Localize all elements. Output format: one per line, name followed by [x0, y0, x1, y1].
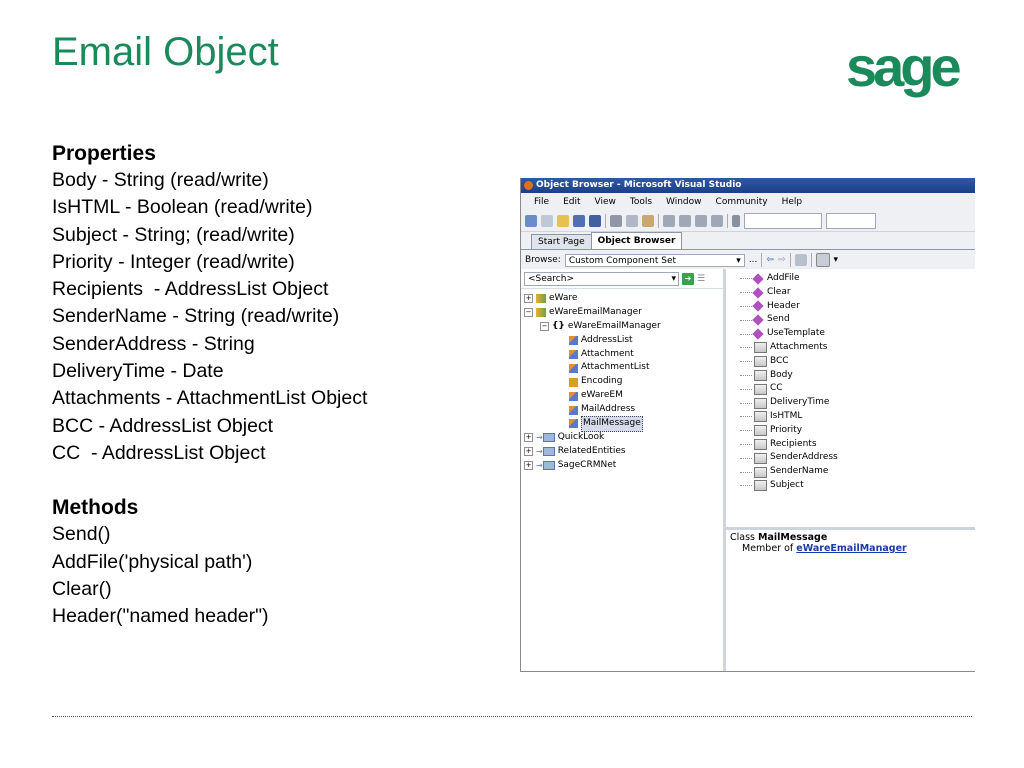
tree-label: RelatedEntities [557, 445, 626, 456]
menu-community[interactable]: Community [715, 197, 768, 207]
member-property[interactable] [726, 369, 975, 383]
property-icon [754, 342, 767, 353]
property-icon [754, 411, 767, 422]
member-label: SenderName [770, 466, 829, 477]
member-label: CC [770, 383, 783, 394]
open-file-icon[interactable] [557, 215, 569, 227]
sage-logo [846, 40, 972, 108]
browse-select[interactable] [565, 254, 745, 267]
search-placeholder: <Search> [528, 273, 575, 284]
member-property[interactable] [726, 438, 975, 452]
member-label: Body [770, 369, 793, 380]
standard-toolbar [521, 211, 975, 232]
tree-item-class[interactable] [521, 334, 723, 348]
tree-item-class[interactable] [521, 361, 723, 375]
class-icon [569, 336, 578, 345]
collapse-minus-icon[interactable]: − [525, 308, 532, 317]
method-icon [752, 287, 763, 298]
object-tree [521, 289, 723, 473]
member-property[interactable] [726, 451, 975, 465]
tree-label: MailAddress [581, 404, 636, 415]
property-icon [754, 467, 767, 478]
member-property[interactable] [726, 355, 975, 369]
start-icon[interactable] [732, 215, 740, 227]
member-property[interactable] [726, 396, 975, 410]
property-icon [754, 384, 767, 395]
browse-value: Custom Component Set [568, 255, 677, 266]
expand-plus-icon[interactable]: + [525, 433, 532, 442]
search-row [521, 269, 723, 289]
description-pane [726, 530, 975, 671]
tree-label: eWare [549, 293, 578, 303]
member-label: Attachments [770, 341, 828, 352]
browse-label: Browse: [525, 255, 561, 265]
new-project-icon[interactable] [525, 215, 537, 227]
object-browser-window [520, 178, 975, 672]
tree-label: eWareEM [581, 390, 623, 401]
tree-label: SageCRMNet [557, 459, 617, 470]
menu-bar [521, 193, 975, 211]
tree-item-folder[interactable] [521, 431, 723, 445]
property-line: Recipients - AddressList Object [52, 278, 329, 301]
menu-view[interactable]: View [594, 197, 616, 207]
property-icon [754, 370, 767, 381]
menu-tools[interactable]: Tools [629, 197, 653, 207]
member-label: SenderAddress [770, 452, 838, 463]
navigate-forward-icon[interactable] [711, 215, 723, 227]
member-property[interactable] [726, 424, 975, 438]
search-input[interactable] [524, 272, 679, 286]
tree-item-eware[interactable] [521, 292, 723, 306]
property-line: IsHTML - Boolean (read/write) [52, 196, 313, 219]
member-label: AddFile [767, 273, 800, 283]
window-titlebar [521, 178, 975, 193]
tree-item-class-selected[interactable] [521, 417, 723, 431]
solution-config-combo[interactable] [744, 213, 822, 229]
class-icon [569, 350, 578, 359]
member-property[interactable] [726, 410, 975, 424]
method-line: AddFile('physical path') [52, 550, 253, 573]
member-method[interactable] [726, 286, 975, 300]
search-go-icon[interactable]: ➔ [682, 273, 694, 285]
class-icon [569, 406, 578, 415]
tree-label: AttachmentList [581, 362, 650, 373]
tree-label: Attachment [581, 348, 634, 359]
method-icon [752, 328, 763, 339]
member-property[interactable] [726, 382, 975, 396]
property-line: SenderName - String (read/write) [52, 305, 340, 328]
cut-icon[interactable] [610, 215, 622, 227]
member-method[interactable] [726, 313, 975, 327]
method-icon [752, 273, 763, 284]
settings-dropdown-icon[interactable]: ▾ [833, 255, 839, 265]
property-icon [754, 439, 767, 450]
tree-item-class[interactable] [521, 403, 723, 417]
property-icon [754, 425, 767, 436]
property-line: Attachments - AttachmentList Object [52, 387, 368, 410]
undo-icon[interactable] [663, 215, 675, 227]
member-label: DeliveryTime [770, 397, 830, 408]
property-line: Subject - String; (read/write) [52, 223, 295, 246]
property-line: BCC - AddressList Object [52, 414, 274, 437]
objects-pane [521, 269, 726, 671]
methods-heading: Methods [52, 496, 139, 520]
member-label: Clear [767, 286, 791, 297]
assembly-icon [536, 308, 546, 317]
add-reference-icon[interactable] [795, 254, 807, 266]
menu-edit[interactable]: Edit [563, 197, 581, 207]
tree-item-namespace[interactable] [521, 320, 723, 334]
member-label: Priority [770, 424, 803, 435]
properties-heading: Properties [52, 142, 156, 165]
back-arrow-icon[interactable]: ⇦ [766, 255, 774, 265]
member-property[interactable] [726, 341, 975, 355]
class-description-line [730, 532, 971, 543]
save-icon[interactable] [573, 215, 585, 227]
member-label: UseTemplate [767, 328, 825, 339]
member-of-prefix: Member of [742, 543, 794, 554]
member-of-line [730, 543, 971, 554]
tree-item-folder[interactable] [521, 459, 723, 473]
folder-icon [543, 461, 555, 470]
footer-dotted-rule [52, 716, 972, 717]
navigate-icon[interactable] [695, 215, 707, 227]
folder-icon [543, 433, 555, 442]
member-method[interactable] [726, 300, 975, 314]
tab-object-browser[interactable]: Object Browser [591, 232, 683, 249]
property-line: CC - AddressList Object [52, 441, 266, 464]
member-property[interactable] [726, 479, 975, 493]
clear-search-icon[interactable]: ☰ [697, 273, 706, 284]
browse-bar [521, 250, 975, 271]
tree-item-enum[interactable] [521, 375, 723, 389]
save-all-icon[interactable] [589, 215, 601, 227]
property-line: Priority - Integer (read/write) [52, 250, 295, 273]
expand-plus-icon[interactable]: + [525, 447, 532, 456]
vs-app-icon [524, 181, 533, 190]
method-line: Header("named header") [52, 605, 269, 628]
find-combo[interactable] [826, 213, 876, 229]
tree-label: eWareEmailManager [567, 320, 661, 331]
document-tabs [521, 232, 975, 250]
property-icon [754, 480, 767, 491]
tree-label: AddressList [581, 334, 633, 345]
forward-arrow-icon[interactable]: ⇨ [777, 255, 786, 265]
collapse-minus-icon[interactable]: − [541, 322, 548, 331]
slide-title: Email Object [52, 30, 279, 74]
tree-item-folder[interactable] [521, 445, 723, 459]
arrow-icon: → [536, 432, 543, 442]
member-of-link[interactable]: eWareEmailManager [796, 543, 907, 554]
member-label: Subject [770, 479, 804, 490]
method-line: Send() [52, 523, 111, 546]
redo-icon[interactable] [679, 215, 691, 227]
svg-text:sage: sage [846, 40, 958, 98]
copy-icon[interactable] [626, 215, 638, 227]
class-name: MailMessage [758, 532, 828, 543]
arrow-icon: → [536, 460, 543, 470]
member-method[interactable] [726, 272, 975, 286]
tree-label: QuickLook [557, 431, 605, 442]
namespace-braces-icon: {} [552, 320, 565, 331]
property-icon [754, 453, 767, 464]
arrow-icon: → [536, 446, 543, 456]
members-pane [726, 269, 975, 530]
browse-more-button[interactable]: ... [748, 255, 758, 265]
tree-label: Encoding [581, 376, 623, 387]
assembly-icon [536, 294, 546, 303]
tree-item-ewareemailmanager[interactable] [521, 306, 723, 320]
dropdown-arrow-icon: ▾ [736, 255, 741, 266]
method-line: Clear() [52, 577, 112, 600]
folder-icon [543, 447, 555, 456]
member-label: IsHTML [770, 410, 803, 421]
member-label: Send [767, 314, 790, 325]
property-line: DeliveryTime - Date [52, 360, 224, 383]
method-icon [752, 301, 763, 312]
property-icon [754, 398, 767, 409]
tab-start-page[interactable]: Start Page [531, 234, 592, 249]
enum-icon [569, 378, 578, 387]
browser-settings-icon[interactable] [816, 253, 830, 267]
window-title: Object Browser - Microsoft Visual Studio [536, 180, 742, 190]
member-label: Header [767, 300, 800, 311]
member-method[interactable] [726, 327, 975, 341]
menu-file[interactable]: File [534, 197, 550, 207]
tree-item-class[interactable] [521, 389, 723, 403]
member-property[interactable] [726, 465, 975, 479]
menu-window[interactable]: Window [666, 197, 702, 207]
expand-plus-icon[interactable]: + [525, 294, 532, 303]
property-icon [754, 356, 767, 367]
method-icon [752, 315, 763, 326]
paste-icon[interactable] [642, 215, 654, 227]
member-label: Recipients [770, 438, 817, 449]
properties-and-methods [52, 140, 492, 630]
menu-help[interactable]: Help [781, 197, 803, 207]
property-line: SenderAddress - String [52, 332, 255, 355]
tree-label: MailMessage [581, 416, 643, 432]
add-item-icon[interactable] [541, 215, 553, 227]
member-label: BCC [770, 355, 789, 366]
search-dropdown-icon[interactable]: ▾ [671, 273, 676, 284]
tree-label: eWareEmailManager [549, 306, 642, 317]
class-icon [569, 392, 578, 401]
tree-item-class[interactable] [521, 348, 723, 362]
class-icon [569, 419, 578, 428]
property-line: Body - String (read/write) [52, 169, 269, 191]
class-prefix: Class [730, 532, 755, 543]
class-icon [569, 364, 578, 373]
expand-plus-icon[interactable]: + [525, 461, 532, 470]
